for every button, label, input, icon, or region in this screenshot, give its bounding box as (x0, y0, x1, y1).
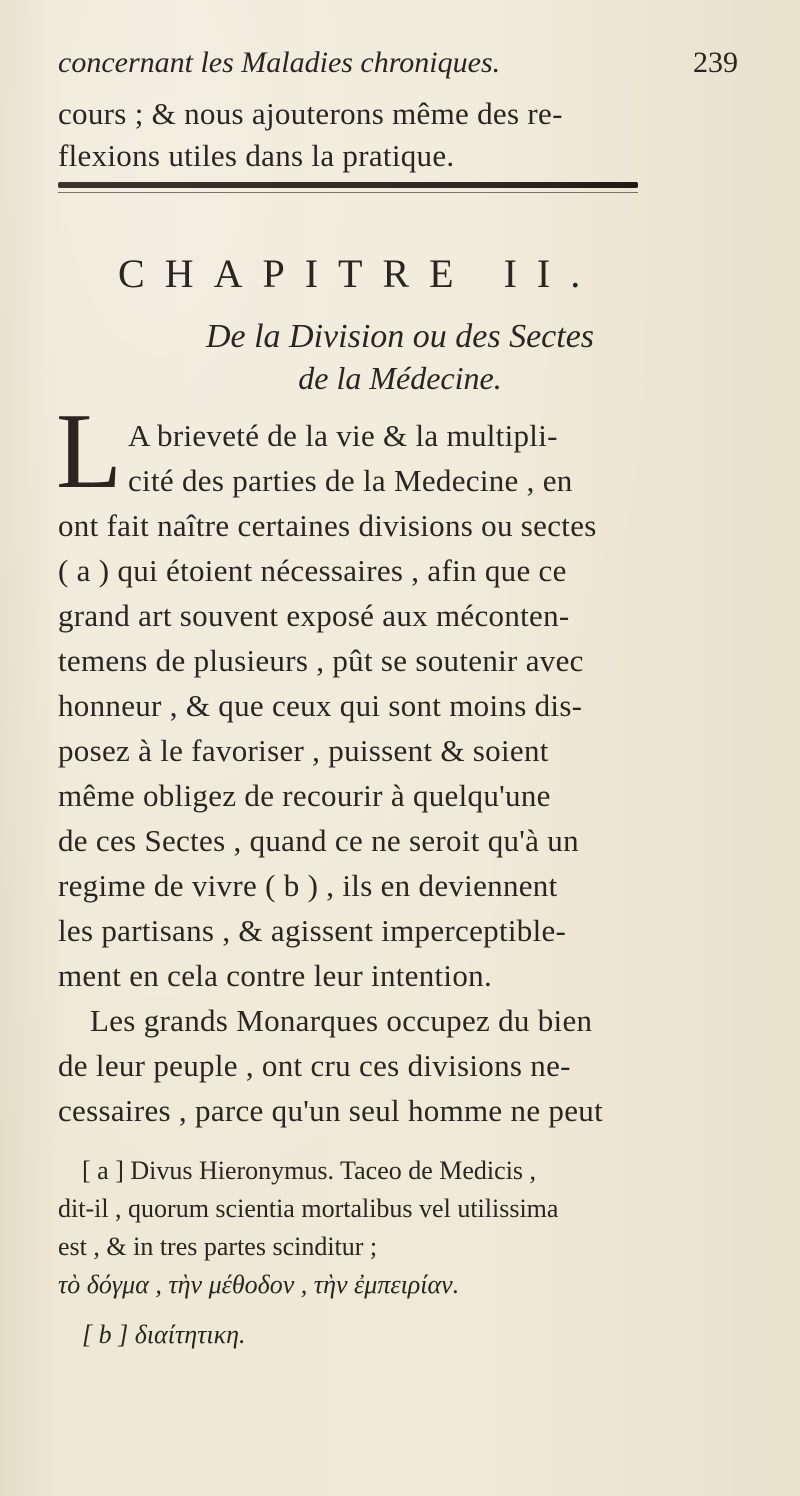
footnote-a-line: [ a ] Divus Hieronymus. Taceo de Medicis , (82, 1156, 537, 1185)
running-title: concernant les Maladies chroniques. (58, 46, 501, 79)
chapter-title-line: de la Médecine. (298, 360, 502, 396)
section-rule (58, 182, 638, 188)
body-line: même obligez de recourir à quelqu'une (58, 778, 551, 813)
body-line: posez à le favoriser , puissent & soient (58, 733, 549, 768)
chapter-title-line: De la Division ou des Sectes (205, 318, 595, 355)
body-line: les partisans , & agissent imperceptible- (58, 913, 567, 948)
body-line: grand art souvent exposé aux méconten- (58, 598, 570, 633)
footnote-a-line: dit-il , quorum scientia mortalibus vel utilissima (58, 1194, 559, 1223)
body-line: de ces Sectes , quand ce ne seroit qu'à un (58, 823, 579, 858)
body-line: regime de vivre ( b ) , ils en deviennent (58, 868, 558, 903)
body-line: ( a ) qui étoient nécessaires , afin que ce (58, 553, 567, 588)
intro-line: cours ; & nous ajouterons même des re- (58, 96, 563, 131)
section-rule-thin (58, 192, 638, 193)
body-line: cité des parties de la Medecine , en (128, 463, 573, 498)
body-line: temens de plusieurs , pût se soutenir avec (58, 643, 584, 678)
body-line: de leur peuple , ont cru ces divisions ne- (58, 1048, 571, 1083)
drop-cap: L (56, 392, 122, 511)
body-line: honneur , & que ceux qui sont moins dis- (58, 688, 583, 723)
body-line: cessaires , parce qu'un seul homme ne peut (58, 1093, 604, 1128)
intro-line: flexions utiles dans la pratique. (58, 138, 455, 173)
page-number: 239 (693, 46, 738, 79)
body-line: Les grands Monarques occupez du bien (90, 1003, 593, 1038)
body-line: ont fait naître certaines divisions ou sectes (58, 508, 597, 543)
footnote-b: [ b ] διαίτητικη. (82, 1320, 246, 1349)
footnote-a-line: est , & in tres partes scinditur ; (58, 1232, 378, 1261)
chapter-heading: CHAPITRE II. (118, 251, 601, 296)
footnote-a-greek: τὸ δόγμα , τὴν μέθοδον , τὴν ἐμπειρίαν. (58, 1270, 460, 1299)
body-line: A brieveté de la vie & la multipli- (128, 418, 558, 453)
body-line: ment en cela contre leur intention. (58, 958, 492, 993)
